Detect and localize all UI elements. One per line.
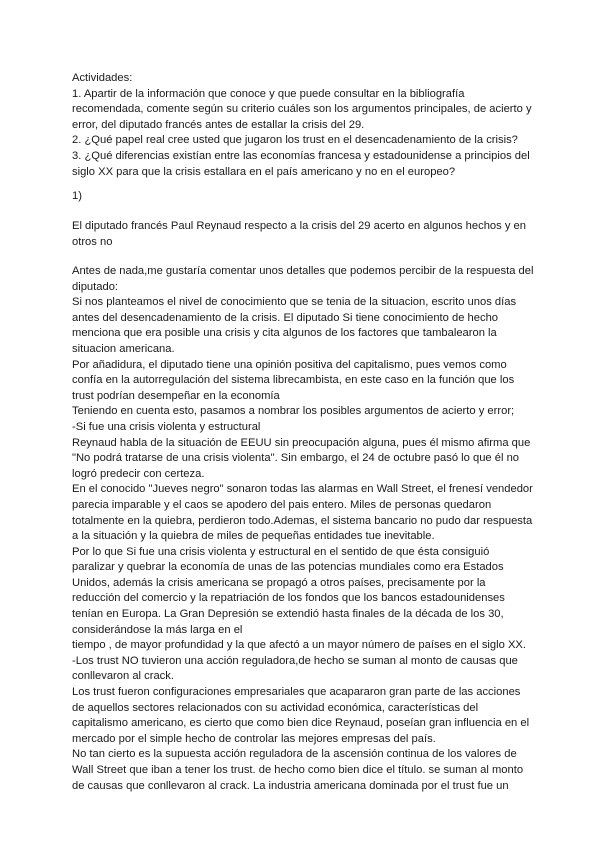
body-paragraph: Por añadidura, el diputado tiene una opinión positiva del capitalismo, pues vemos como confía en la autorregulación del sistema librecambista, en este caso en la función que los trust podrían desempeñar en la economía (72, 358, 515, 402)
body-paragraph: tiempo , de mayor profundidad y la que afectó a un mayor número de países en el siglo XX. (72, 639, 526, 652)
activity-item-3: 3. ¿Qué diferencias existían entre las economías francesa y estadounidense a principios del siglo XX para que la crisis estallara en el país americano y no en el europeo? (72, 149, 530, 178)
body-paragraph: No tan cierto es la supuesta acción reguladora de la ascensión continua de los valores de Wall Street que iban a tener los trust. de hecho como bien dice el título. se suman al monto de causas que conllevaron al crack. La industria americana dominada por el trust fue un (72, 748, 524, 792)
body-paragraph: Si nos planteamos el nivel de conocimiento que se tenia de la situacion, escrito unos días antes del desencadenamiento de la crisis. El diputado Si tiene conocimiento de hecho menciona que era posible una crisis y cita algunos de los factores que tambalearon la situacion americana. (72, 296, 517, 355)
body-subheading: -Los trust NO tuvieron una acción reguladora,de hecho se suman al monto de causas que conllevaron al crack. (72, 654, 518, 683)
activities-heading: Actividades: (72, 72, 133, 84)
activity-item-2: 2. ¿Qué papel real cree usted que jugaron los trust en el desencadenamiento de la crisis? (72, 134, 518, 147)
body-paragraph: Reynaud habla de la situación de EEUU sin preocupación alguna, pues él mismo afirma que "No podrá tratarse de una crisis violenta". Sin embargo, el 24 de octubre pasó lo que él no logró predecir con certeza. (72, 436, 531, 480)
body-paragraph: En el conocido "Jueves negro" sonaron todas las alarmas en Wall Street, el frenesí vendedor parecia imparable y el caos se apodero del pais entero. Miles de personas quedaron totalmente en la quiebra, perdieron todo.Ademas, el sistema bancario no pudo dar respuesta a la situación y la quiebra de miles de pequeñas entidades tue inevitable. (72, 483, 533, 543)
section-number-block (72, 189, 534, 205)
section-number: 1) (72, 190, 82, 202)
body-block (72, 264, 534, 794)
body-paragraph: Teniendo en cuenta esto, pasamos a nombrar los posibles argumentos de acierto y error; (72, 405, 515, 418)
body-subheading: -Si fue una crisis violenta y estructural (72, 420, 261, 433)
body-paragraph: Por lo que Si fue una crisis violenta y estructural en el sentido de que ésta consiguió paralizar y quebrar la economía de unas de las potencias mundiales como era Estados Unidos, además la crisis americana se propagó a otros países, precisamente por la reducción del comercio y la repatriación de los fondos que los bancos estadounidenses tenían en Europa. La Gran Depresión se extendió hasta finales de la década de los 30, considerándose la más larga en el (72, 545, 505, 636)
intro-block (72, 219, 534, 250)
intro-paragraph: El diputado francés Paul Reynaud respecto a la crisis del 29 acerto en algunos hechos y en otros no (72, 220, 526, 248)
body-paragraph: Antes de nada,me gustaría comentar unos detalles que podemos percibir de la respuesta del diputado: (72, 265, 534, 293)
activity-item-1: 1. Apartir de la información que conoce y que puede consultar en la bibliografía recomendada, comente según su criterio cuáles son los argumentos principales, de acierto y error, del diputado francés antes de estallar la crisis del 29. (72, 87, 532, 131)
body-paragraph: Los trust fueron configuraciones empresariales que acapararon gran parte de las acciones de aquellos sectores relacionados con su actividad económica, características del capitalismo americano, es cierto que como bien dice Reynaud, poseían gran influencia en el mercado por el simple hecho de controlar las mejores empresas del país. (72, 686, 530, 745)
activities-block (72, 71, 534, 180)
